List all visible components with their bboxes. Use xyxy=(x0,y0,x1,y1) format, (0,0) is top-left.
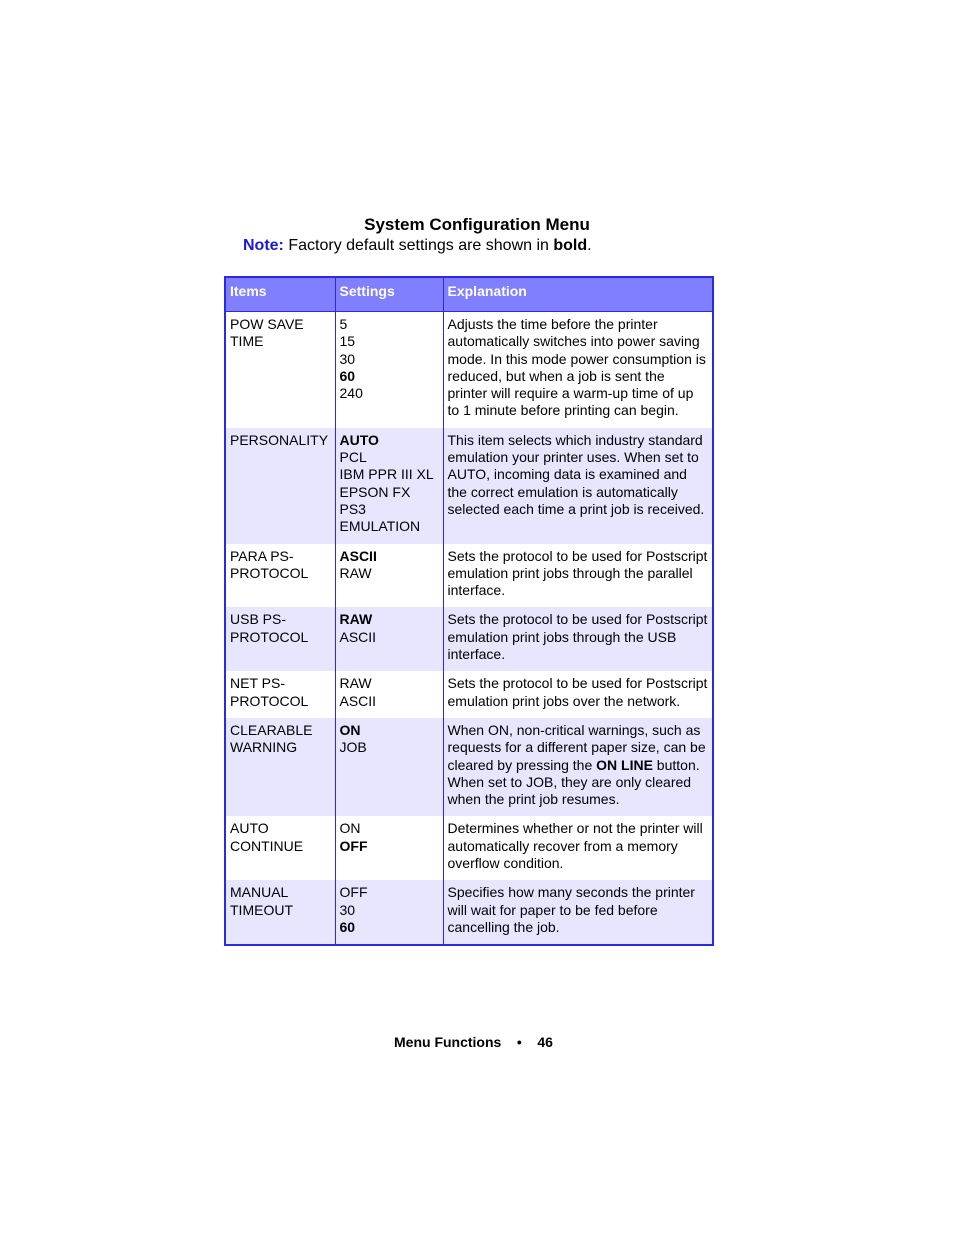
settings-cell xyxy=(335,671,443,718)
item-cell: POW SAVE TIME xyxy=(225,312,335,428)
setting-value: IBM PPR III XL xyxy=(339,466,434,483)
setting-value: EPSON FX xyxy=(339,483,411,500)
setting-value: ASCII xyxy=(339,692,377,709)
header-items: Items xyxy=(225,277,335,312)
setting-value: RAW xyxy=(339,675,372,692)
explanation-cell: Sets the protocol to be used for Postscript emulation print jobs through the parallel interface. xyxy=(443,544,713,608)
item-cell: AUTO CONTINUE xyxy=(225,816,335,880)
config-table xyxy=(224,276,714,946)
note-bold-word: bold xyxy=(553,237,588,254)
explanation-cell xyxy=(443,718,713,816)
default-setting-value: ASCII xyxy=(339,547,377,564)
explanation-cell: Sets the protocol to be used for Postscript emulation print jobs over the network. xyxy=(443,671,713,718)
footer-bullet: • xyxy=(516,1034,522,1050)
setting-value: ASCII xyxy=(339,628,377,645)
explanation-cell: This item selects which industry standard emulation your printer uses. When set to AUTO, incoming data is examined and the correct emulation is automatically selected each time a print job is received. xyxy=(443,428,713,544)
setting-value: EMULATION xyxy=(339,518,421,535)
setting-value: 15 xyxy=(339,333,356,350)
item-cell: PARA PS- PROTOCOL xyxy=(225,544,335,608)
footer-section: Menu Functions xyxy=(394,1034,502,1050)
table-row xyxy=(225,718,713,816)
setting-value: ON xyxy=(339,820,361,837)
table-row xyxy=(225,671,713,718)
table-row xyxy=(225,816,713,880)
table-row xyxy=(225,880,713,945)
default-setting-value: OFF xyxy=(339,837,368,854)
item-cell: USB PS- PROTOCOL xyxy=(225,607,335,671)
table-row xyxy=(225,312,713,428)
table-row xyxy=(225,544,713,608)
page-footer xyxy=(394,1034,553,1050)
table-row xyxy=(225,607,713,671)
table-header-row xyxy=(225,277,713,312)
default-setting-value: AUTO xyxy=(339,431,379,448)
default-setting-value: 60 xyxy=(339,367,356,384)
setting-value: 30 xyxy=(339,350,356,367)
setting-value: PS3 xyxy=(339,500,366,517)
item-cell: MANUAL TIMEOUT xyxy=(225,880,335,945)
settings-cell xyxy=(335,880,443,945)
setting-value: 240 xyxy=(339,385,363,402)
default-setting-value: RAW xyxy=(339,611,373,628)
explanation-cell: Sets the protocol to be used for Postscript emulation print jobs through the USB interface. xyxy=(443,607,713,671)
settings-cell xyxy=(335,607,443,671)
table-row xyxy=(225,428,713,544)
settings-cell xyxy=(335,428,443,544)
default-setting-value: 60 xyxy=(339,918,356,935)
settings-cell xyxy=(335,312,443,428)
settings-cell xyxy=(335,718,443,816)
setting-value: OFF xyxy=(339,884,368,901)
header-explanation: Explanation xyxy=(443,277,713,312)
setting-value: JOB xyxy=(339,739,367,756)
item-cell: NET PS- PROTOCOL xyxy=(225,671,335,718)
setting-value: RAW xyxy=(339,564,372,581)
explanation-cell: Specifies how many seconds the printer will wait for paper to be fed before cancelling the job. xyxy=(443,880,713,945)
note-end: . xyxy=(587,237,592,254)
settings-cell xyxy=(335,816,443,880)
item-cell: CLEARABLE WARNING xyxy=(225,718,335,816)
setting-value: 30 xyxy=(339,901,356,918)
explanation-cell: Determines whether or not the printer will automatically recover from a memory overflow condition. xyxy=(443,816,713,880)
note xyxy=(243,237,592,255)
table-body xyxy=(225,312,713,946)
explanation-bold-text: ON LINE xyxy=(596,756,653,773)
setting-value: 5 xyxy=(339,316,348,332)
setting-value: PCL xyxy=(339,449,367,466)
settings-cell xyxy=(335,544,443,608)
page-title: System Configuration Menu xyxy=(364,215,590,234)
config-table-wrapper xyxy=(224,276,712,946)
explanation-cell: Adjusts the time before the printer automatically switches into power saving mode. In this mode power consumption is reduced, but when a job is sent the printer will require a warm-up time of up to 1 minute before printing can begin. xyxy=(443,312,713,428)
note-text: Factory default settings are shown in xyxy=(288,237,549,254)
note-label: Note: xyxy=(243,237,284,254)
default-setting-value: ON xyxy=(339,721,361,738)
footer-page-number: 46 xyxy=(537,1034,553,1050)
header-settings: Settings xyxy=(335,277,443,312)
explanation-text: When ON, non-critical warnings, such as requests for a different paper size, can be cleared by pressing the xyxy=(447,721,706,773)
explanation-text: button. When set to JOB, they are only cleared when the print job resumes. xyxy=(447,756,700,808)
item-cell: PERSONALITY xyxy=(225,428,335,544)
